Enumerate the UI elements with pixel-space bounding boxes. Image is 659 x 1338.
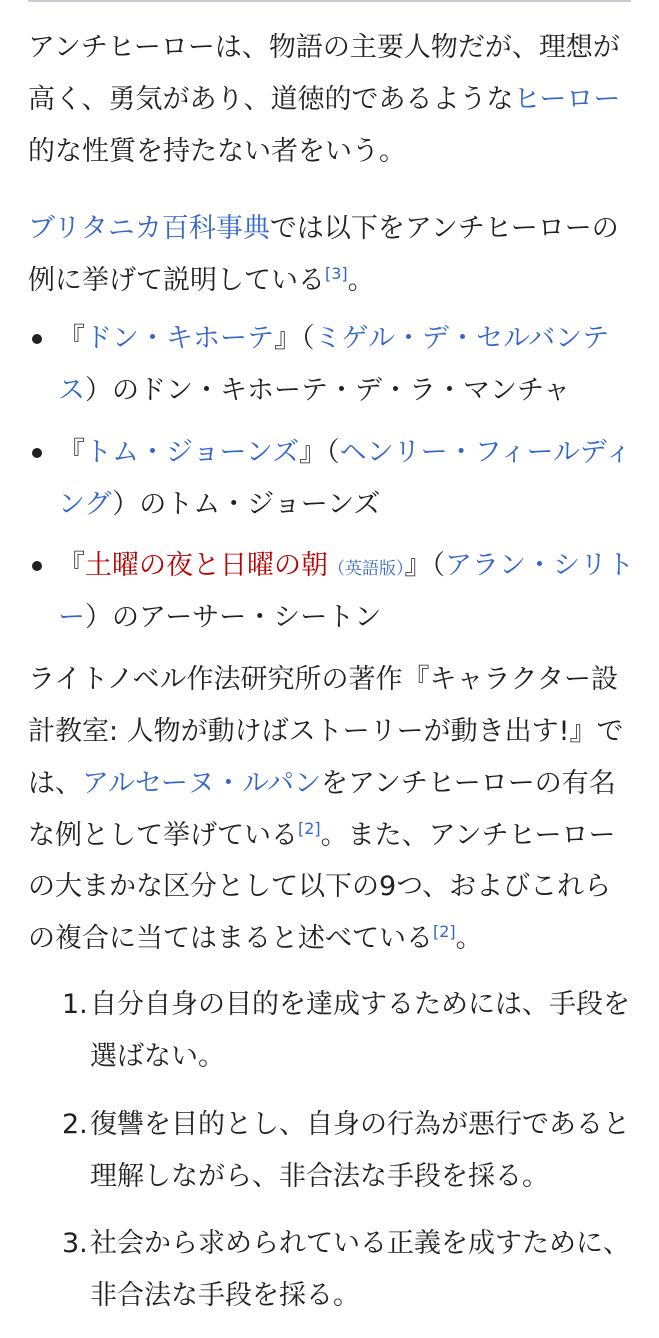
intro-paragraph xyxy=(28,22,637,177)
bracket-close: 』（ xyxy=(299,436,340,468)
list-item xyxy=(28,1099,637,1203)
example-text: ）のドン・キホーテ・デ・ラ・マンチャ xyxy=(85,374,571,406)
bracket-open: 『 xyxy=(58,323,85,355)
bullet-icon xyxy=(32,448,42,458)
example-text: ）のトム・ジョーンズ xyxy=(112,488,381,520)
article-content xyxy=(28,22,637,1338)
bracket-close: 』（ xyxy=(274,323,315,355)
link-cervantes[interactable]: ミゲル・デ・セルバンテス xyxy=(58,323,610,406)
bracket-open: 『 xyxy=(58,436,85,468)
lightnovel-text-end: 。 xyxy=(455,923,483,955)
list-item xyxy=(28,979,637,1083)
link-tom-jones[interactable]: トム・ジョーンズ xyxy=(85,436,300,468)
redlink-saturday-night[interactable]: 土曜の夜と日曜の朝 xyxy=(85,550,328,582)
list-item xyxy=(28,540,637,644)
section-divider xyxy=(28,0,631,2)
list-item xyxy=(28,427,637,531)
britannica-text-end: 。 xyxy=(347,265,375,297)
list-item xyxy=(28,313,637,417)
link-english-version[interactable]: （英語版） xyxy=(328,559,405,580)
reference-2[interactable]: [2] xyxy=(433,922,456,942)
reference-2[interactable]: [2] xyxy=(298,818,321,838)
britannica-paragraph xyxy=(28,203,637,307)
link-sillitoe[interactable]: アラン・シリトー xyxy=(58,550,634,634)
list-number: 2. xyxy=(62,1108,88,1140)
link-hero[interactable]: ヒーロー xyxy=(513,83,621,115)
lightnovel-paragraph xyxy=(28,654,637,965)
bullet-icon xyxy=(32,334,42,344)
lightnovel-text-2: をアンチヒーローの有名な例として挙げている xyxy=(28,767,616,851)
link-lupin[interactable]: アルセーヌ・ルパン xyxy=(82,767,321,799)
classification-list xyxy=(28,979,637,1322)
list-item-text: 自分自身の目的を達成するためには、手段を選ばない。 xyxy=(90,989,630,1072)
reference-3[interactable]: [3] xyxy=(325,264,348,284)
bullet-icon xyxy=(32,561,42,571)
examples-list xyxy=(28,313,637,644)
example-text: ）のアーサー・シートン xyxy=(85,602,382,634)
link-don-quixote[interactable]: ドン・キホーテ xyxy=(85,323,274,355)
lightnovel-text-3: 。また、アンチヒーローの大まかな区分として以下の9つ、およびこれらの複合に当てはまると述べている xyxy=(28,819,616,955)
list-number: 3. xyxy=(62,1228,88,1260)
lightnovel-text: ライトノベル作法研究所の著作『キャラクター設計教室: 人物が動けばストーリーが動き出す!』では、 xyxy=(28,664,624,799)
bracket-close: 』（ xyxy=(404,550,445,582)
list-item xyxy=(28,1218,637,1322)
list-number: 1. xyxy=(62,989,88,1021)
link-fielding[interactable]: ヘンリー・フィールディング xyxy=(58,436,632,520)
list-item-text: 社会から求められている正義を成すために、非合法な手段を採る。 xyxy=(90,1228,630,1312)
intro-text-end: 的な性質を持たない者をいう。 xyxy=(28,135,406,167)
link-britannica[interactable]: ブリタニカ百科事典 xyxy=(28,213,270,245)
intro-text: アンチヒーローは、物語の主要人物だが、理想が高く、勇気があり、道徳的であるような xyxy=(28,32,620,115)
bracket-open: 『 xyxy=(58,550,85,582)
britannica-text: では以下をアンチヒーローの例に挙げて説明している xyxy=(28,213,619,297)
list-item-text: 復讐を目的とし、自身の行為が悪行であると理解しながら、非合法な手段を採る。 xyxy=(90,1108,630,1192)
